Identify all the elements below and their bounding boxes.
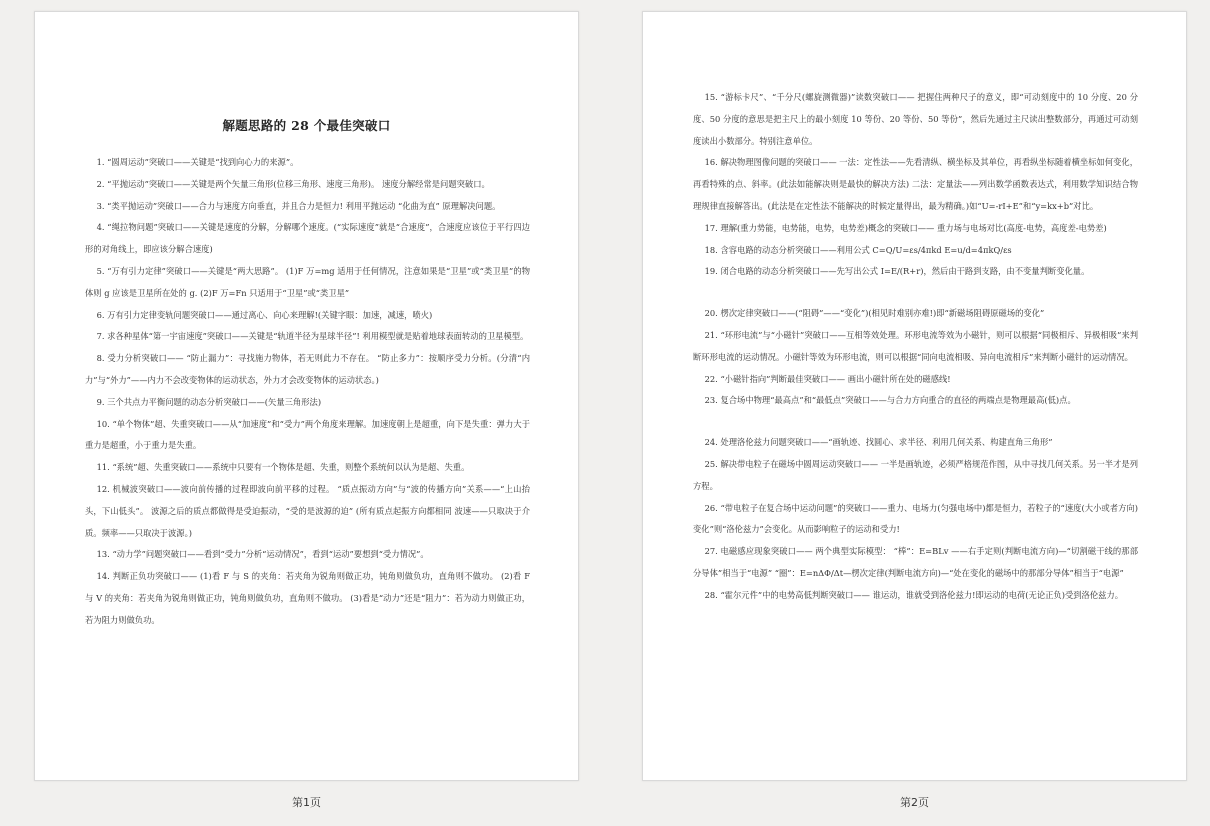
list-item: 3. “类平抛运动”突破口——合力与速度方向垂直，并且合力是恒力! 利用平抛运动 “化曲为直” 原理解决问题。 — [96, 200, 501, 211]
list-item: 27. 电磁感应现象突破口—— 两个典型实际模型： “棒”：E=BLv ——右手定则(判断电流方向)—“切割磁干线的那部分导体”相当于“电源” “圈”：E=nΔΦ/Δt—楞次定律(判断电流方向)—“处在变化的磁场中的那部分导体”相当于“电源” — [693, 546, 1138, 578]
list-item: 24. 处理洛伦兹力问题突破口——“画轨迹、找圆心、求半径、利用几何关系、构建直角三角形” — [704, 437, 1053, 448]
list-item: 19. 闭合电路的动态分析突破口——先写出公式 I=E/(R+r)，然后由干路到支路，由不变量判断变化量。 — [704, 266, 1090, 277]
list-item: 17. 理解(重力势能，电势能，电势，电势差)概念的突破口—— 重力场与电场对比(高度-电势，高度差-电势差) — [704, 222, 1107, 233]
list-item: 25. 解决带电粒子在磁场中圆周运动突破口—— 一半是画轨迹，必须严格规范作图，从中寻找几何关系。另一半才是列方程。 — [693, 458, 1138, 491]
list-item: 18. 含容电路的动态分析突破口——利用公式 C=Q/U=εs/4πkd E=u/d=4πkQ/εs — [704, 244, 1012, 255]
list-item: 28. “霍尔元件”中的电势高低判断突破口—— 谁运动，谁就受到洛伦兹力!即运动的电荷(无论正负)受到洛伦兹力。 — [704, 589, 1124, 600]
list-item: 1. “圆周运动”突破口——关键是“找到向心力的来源”。 — [96, 157, 299, 167]
list-item: 20. 楞次定律突破口——(“阻碍”——“变化”)(相见时难别亦难!)即“新磁场阻碍原磁场的变化” — [704, 308, 1045, 319]
list-item: 14. 判断正负功突破口—— (1)看 F 与 S 的夹角：若夹角为锐角则做正功，钝角则做负功，直角则不做功。 (2)看 F 与 V 的夹角：若夹角为锐角则做正功，钝角则做负功，直角则不做功。 (3)看是“动力”还是“阻力”：若为动力则做正功，若为阻力则做负功。 — [85, 571, 530, 625]
list-item: 11. “系统”超、失重突破口——系统中只要有一个物体是超、失重，则整个系统何以认为是超、失重。 — [96, 462, 470, 473]
list-item: 12. 机械波突破口——波向前传播的过程即波向前平移的过程。 “质点振动方向”与“波的传播方向”关系——“上山抬头，下山低头”。 波源之后的质点都做得是受迫振动，“受的是波源的迫” (所有质点起振方向都相同 波速——只取决于介质。频率——只取决于波源。) — [85, 483, 530, 538]
list-item: 9. 三个共点力平衡问题的动态分析突破口——(矢量三角形法) — [96, 396, 322, 407]
list-item: 16. 解决物理图像问题的突破口—— 一法：定性法——先看清纵、横坐标及其单位，再看纵坐标随着横坐标如何变化，再看特殊的点、斜率。(此法如能解决则是最快的解决方法) 二法：定量法——列出数学函数表达式，利用数学知识结合物理规律直接解答出。(此法是在定性法不能解决的时候定量得出，最为精确。)如“U=-rI+E”和“y=kx+b”对比。 — [693, 157, 1138, 211]
paragraph-gap — [693, 412, 1138, 432]
document-page-2 — [642, 11, 1187, 781]
paragraph-gap — [693, 283, 1138, 303]
list-item: 13. “动力学”问题突破口——看到“受力”分析“运动情况”，看到“运动”要想到“受力情况”。 — [96, 549, 429, 560]
document-title: 解题思路的 28 个最佳突破口 — [222, 118, 391, 133]
list-item: 23. 复合场中物理“最高点”和“最低点”突破口——与合力方向重合的直径的两端点是物理最高(低)点。 — [704, 395, 1076, 406]
list-item: 15. “游标卡尺”、“千分尺(螺旋测微器)”读数突破口—— 把握住两种尺子的意义，即“可动刻度中的 10 分度、20 分度、50 分度的意思是把主尺上的最小刻度 10 等份、20 等份、50 等份”，然后先通过主尺读出整数部分，再通过可动刻度读出小数部分。特别注意单位。 — [693, 92, 1138, 146]
list-item: 21. “环形电流”与“小磁针”突破口——互相等效处理。环形电流等效为小磁针，则可以根据“同极相斥、异极相吸”来判断环形电流的运动情况。小磁针等效为环形电流，则可以根据“同向电流相吸、异向电流相斥”来判断小磁针的运动情况。 — [693, 329, 1138, 362]
list-item: 5. “万有引力定律”突破口——关键是“两大思路”。 (1)F 万=mg 适用于任何情况，注意如果是“卫星”或“类卫星”的物体则 g 应该是卫星所在处的 g. (2)F 万=Fn 只适用于“卫星”或“类卫星” — [85, 265, 530, 298]
page1-item-list — [85, 152, 530, 632]
page2-item-list — [693, 87, 1138, 607]
list-item: 7. 求各种星体“第一宇宙速度”突破口——关键是“轨道半径为星球半径”! 利用模型就是贴着地球表面转动的卫星模型。 — [96, 331, 529, 342]
list-item: 22. “小磁针指向”判断最佳突破口—— 画出小磁针所在处的磁感线! — [704, 373, 951, 384]
list-item: 4. “绳拉物问题”突破口——关键是速度的分解，分解哪个速度。(“实际速度”就是“合速度”，合速度应该位于平行四边形的对角线上，即应该分解合速度) — [85, 222, 530, 255]
list-item: 6. 万有引力定律变轨问题突破口——通过离心、向心来理解!(关键字眼：加速，减速，喷火) — [96, 309, 433, 320]
list-item: 2. “平抛运动”突破口——关键是两个矢量三角形(位移三角形、速度三角形)。 速度分解经常是问题突破口。 — [96, 178, 490, 189]
page-label-2: 第2页 — [900, 796, 929, 809]
list-item: 10. “单个物体”超、失重突破口——从“加速度”和“受力”两个角度来理解。加速度朝上是超重，向下是失重：弹力大于重力是超重，小于重力是失重。 — [85, 418, 530, 451]
document-page-1 — [34, 11, 579, 781]
page-label-1: 第1页 — [292, 796, 321, 809]
list-item: 26. “带电粒子在复合场中运动问题”的突破口——重力、电场力(匀强电场中)都是恒力，若粒子的“速度(大小或者方向)变化”则“洛伦兹力”会变化。从而影响粒子的运动和受力! — [693, 502, 1138, 535]
list-item: 8. 受力分析突破口—— “防止漏力”：寻找施力物体，若无则此力不存在。 “防止多力”：按顺序受力分析。(分清“内力”与“外力”——内力不会改变物体的运动状态，外力才会改变物体的运动状态。) — [85, 353, 530, 385]
